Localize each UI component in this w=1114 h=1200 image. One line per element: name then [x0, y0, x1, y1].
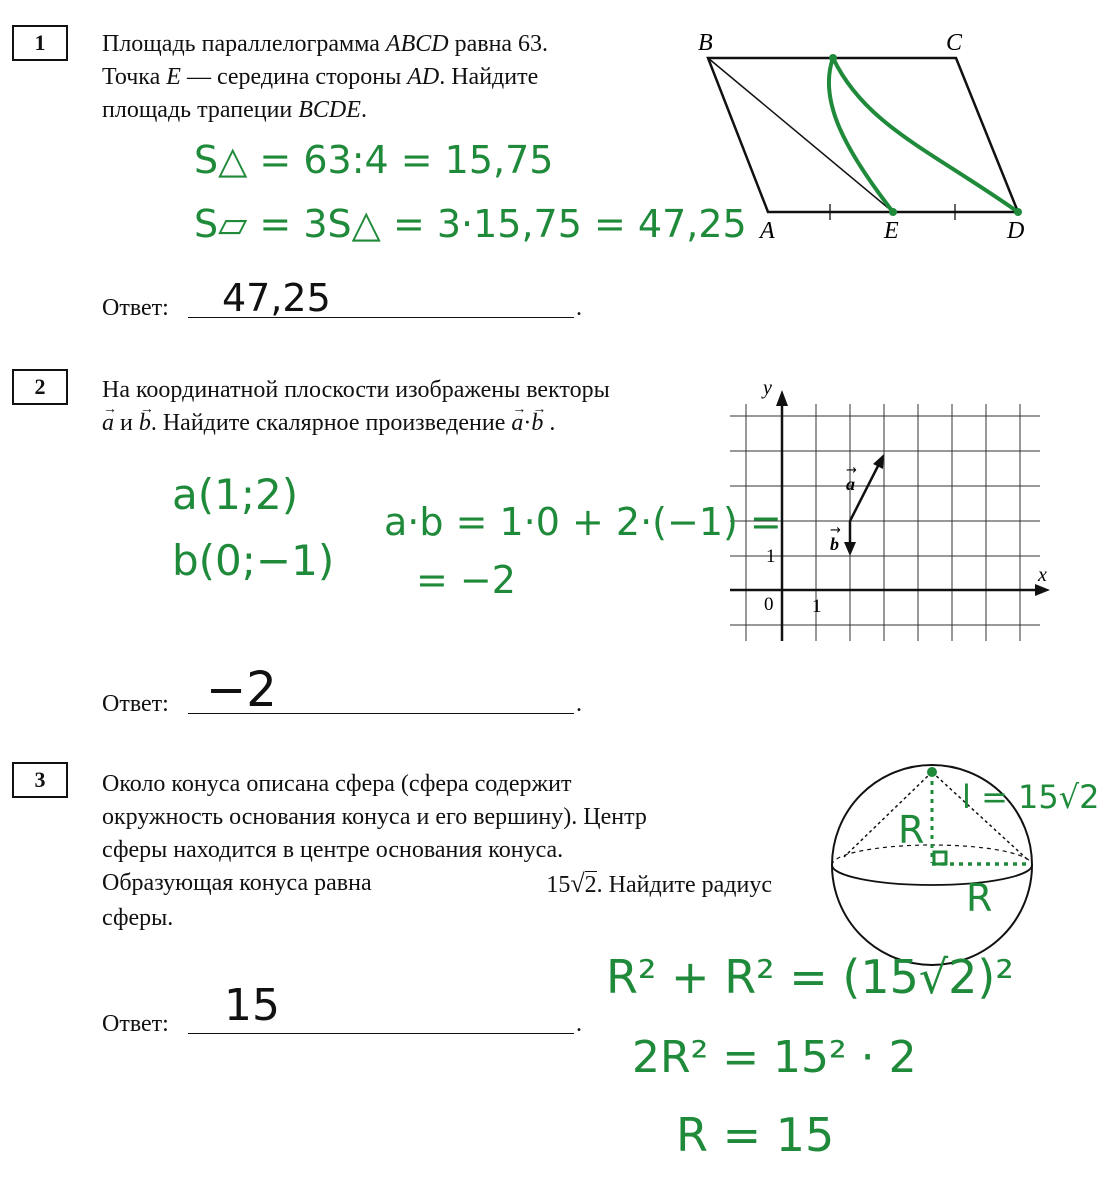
- label-b: B: [698, 30, 713, 56]
- handwritten-line: R = 15: [676, 1108, 835, 1162]
- answer-row: Ответ: .: [102, 691, 582, 717]
- handwritten-label: l = 15√2: [962, 778, 1100, 816]
- handwritten-label: R: [898, 808, 925, 852]
- handwritten-line: R² + R² = (15√2)²: [606, 950, 1014, 1004]
- apex-dot: [927, 767, 937, 777]
- handwritten-answer: −2: [206, 662, 277, 718]
- svg-text:→: →: [830, 523, 841, 538]
- answer-label: Ответ:: [102, 691, 169, 717]
- handwritten-line: S△ = 63:4 = 15,75: [194, 138, 554, 182]
- problem-number-box: 2: [12, 369, 68, 405]
- green-dot: [1014, 208, 1022, 216]
- green-curve: [833, 58, 1018, 212]
- green-curve: [829, 58, 893, 212]
- answer-label: Ответ:: [102, 295, 169, 321]
- answer-label: Ответ:: [102, 1011, 169, 1037]
- problem-2-text: На координатной плоскости изображены векторы → a и → b. Найдите скалярное произведение → a·→ b .: [102, 374, 722, 440]
- green-dot: [889, 208, 897, 216]
- tick-label-1-x: 1: [812, 596, 822, 617]
- answer-line[interactable]: [188, 1033, 574, 1034]
- problem-number-box: 1: [12, 25, 68, 61]
- origin-label: 0: [764, 594, 774, 615]
- axis-label-x: x: [1038, 564, 1047, 586]
- handwritten-line: b(0;−1): [172, 536, 335, 585]
- handwritten-line: a(1;2): [172, 470, 299, 519]
- handwritten-line: = −2: [416, 558, 516, 602]
- handwritten-answer: 47,25: [222, 276, 331, 320]
- handwritten-answer: 15: [224, 980, 280, 1031]
- tick-label-1-y: 1: [766, 546, 776, 567]
- svg-text:→: →: [846, 463, 857, 478]
- label-a: A: [760, 218, 775, 244]
- label-c: C: [946, 30, 963, 56]
- label-e: E: [884, 218, 899, 244]
- handwritten-label: R: [966, 876, 993, 920]
- handwritten-line: S▱ = 3S△ = 3·15,75 = 47,25: [194, 202, 747, 246]
- problem-1-text: Площадь параллелограмма ABCD равна 63. Точка E — середина стороны AD. Найдите площадь трапеции BCDE.: [102, 31, 549, 123]
- answer-row: Ответ: .: [102, 1011, 582, 1037]
- vector-a-label: a: [846, 474, 855, 494]
- parallelogram: [708, 58, 1018, 212]
- diagonal-be: [708, 58, 893, 212]
- green-dot: [829, 54, 837, 62]
- handwritten-line: 2R² = 15² · 2: [632, 1032, 917, 1083]
- vector-b-label: b: [830, 534, 839, 554]
- right-angle-mark: [934, 852, 946, 864]
- problem-3-text: Около конуса описана сфера (сфера содержит окружность основания конуса и его вершину). Центр сферы находится в центре основания конуса. Образующая конуса равна 15√2. Найдите радиус сферы.: [102, 771, 772, 931]
- axis-label-y: y: [763, 377, 772, 399]
- equator-front: [832, 865, 1032, 885]
- answer-row: Ответ: .: [102, 295, 582, 321]
- handwritten-line: a·b = 1·0 + 2·(−1) =: [384, 500, 782, 544]
- label-d: D: [1007, 218, 1025, 244]
- problem-number-box: 3: [12, 762, 68, 798]
